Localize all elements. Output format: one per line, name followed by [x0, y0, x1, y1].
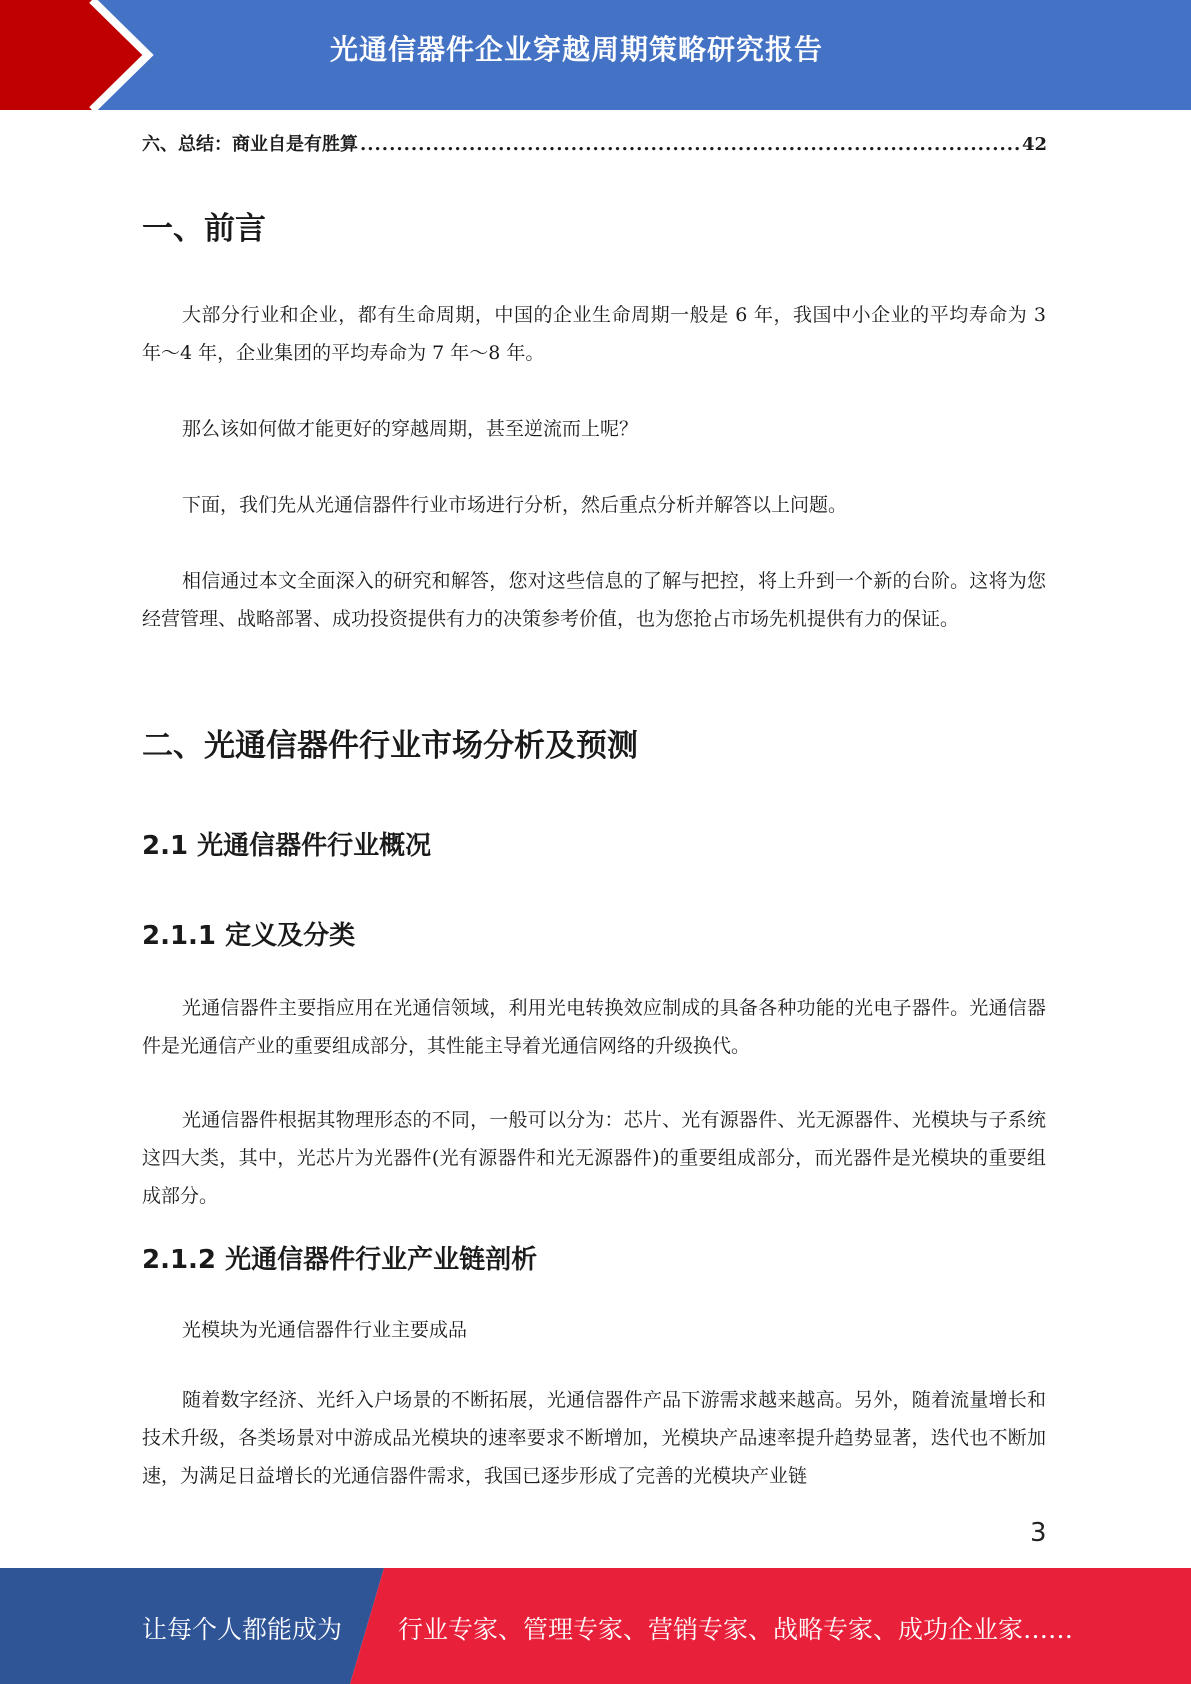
paragraph: 随着数字经济、光纤入户场景的不断拓展，光通信器件产品下游需求越来越高。另外，随着流量增长和技术升级，各类场景对中游成品光模块的速率要求不断增加，光模块产品速率提升趋势显著，迭代也不断加速，为满足日益增长的光通信器件需求，我国已逐步形成了完善的光模块产业链	[142, 1389, 1046, 1487]
section-heading-preface: 一、前言	[142, 211, 266, 247]
paragraph: 那么该如何做才能更好的穿越周期，甚至逆流而上呢？	[182, 418, 639, 440]
subsection-heading-overview: 2.1 光通信器件行业概况	[142, 831, 432, 861]
report-title: 光通信器件企业穿越周期策略研究报告	[330, 33, 824, 66]
page-number: 3	[1030, 1518, 1047, 1548]
footer-slogan-right: 行业专家、管理专家、营销专家、战略专家、成功企业家……	[398, 1615, 1074, 1644]
toc-entry-label: 六、总结：商业自是有胜算	[142, 134, 358, 155]
paragraph: 光通信器件主要指应用在光通信领域，利用光电转换效应制成的具备各种功能的光电子器件。光通信器件是光通信产业的重要组成部分，其性能主导着光通信网络的升级换代。	[142, 997, 1046, 1057]
paragraph: 相信通过本文全面深入的研究和解答，您对这些信息的了解与把控，将上升到一个新的台阶。这将为您经营管理、战略部署、成功投资提供有力的决策参考价值，也为您抢占市场先机提供有力的保证。	[142, 570, 1046, 630]
paragraph: 下面，我们先从光通信器件行业市场进行分析，然后重点分析并解答以上问题。	[182, 494, 848, 516]
toc-leader-dots	[360, 134, 1020, 155]
paragraph: 光通信器件根据其物理形态的不同，一般可以分为：芯片、光有源器件、光无源器件、光模块与子系统这四大类，其中，光芯片为光器件(光有源器件和光无源器件)的重要组成部分，而光器件是光模块的重要组成部分。	[142, 1109, 1046, 1207]
toc-entry-page: 42	[1021, 134, 1047, 155]
subsection-heading-industry-chain: 2.1.2 光通信器件行业产业链剖析	[142, 1245, 538, 1275]
footer-slogan-left: 让每个人都能成为	[142, 1615, 343, 1644]
section-heading-market: 二、光通信器件行业市场分析及预测	[142, 728, 638, 764]
page-header	[0, 0, 1191, 110]
subsection-heading-definition: 2.1.1 定义及分类	[142, 921, 356, 951]
paragraph: 光模块为光通信器件行业主要成品	[182, 1319, 468, 1341]
paragraph: 大部分行业和企业，都有生命周期，中国的企业生命周期一般是 6 年，我国中小企业的平均寿命为 3 年～4 年，企业集团的平均寿命为 7 年～8 年。	[142, 304, 1046, 364]
page-footer	[0, 1568, 1191, 1684]
toc-entry[interactable]	[142, 130, 1047, 160]
